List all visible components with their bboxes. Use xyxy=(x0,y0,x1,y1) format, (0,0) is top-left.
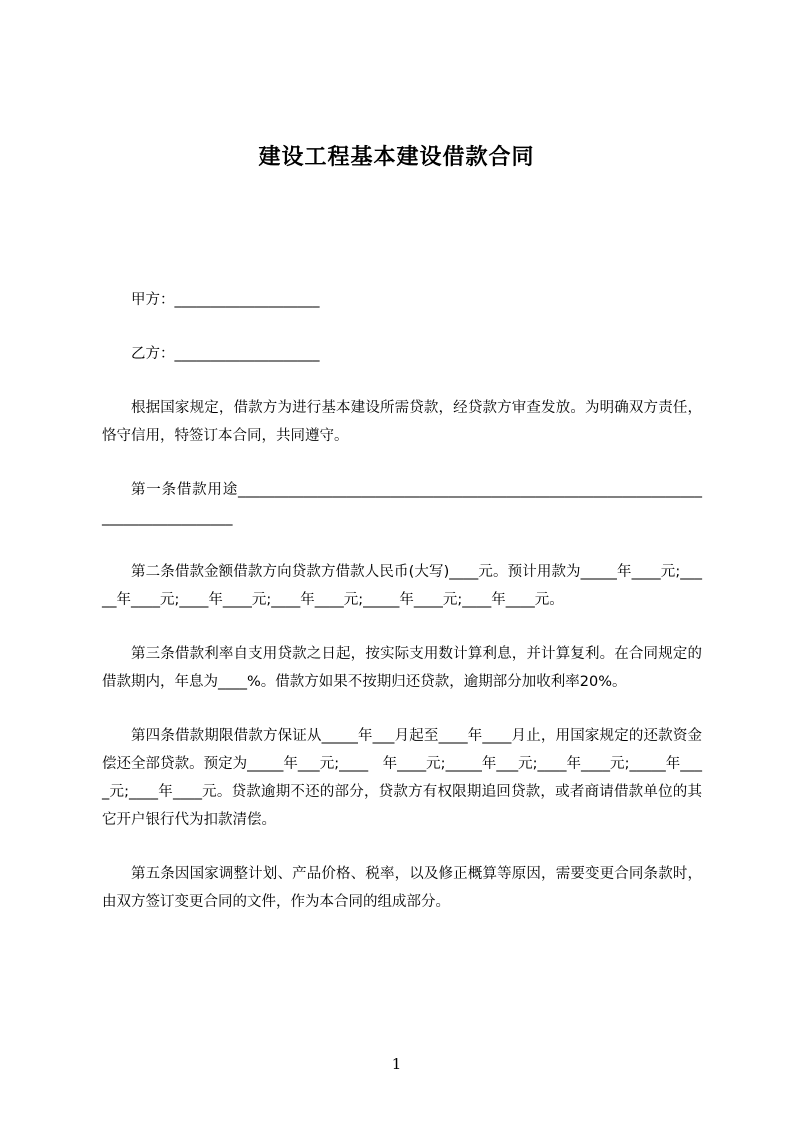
article-1-purpose: 第一条借款用途__________________________________________________________________________________ xyxy=(102,482,702,526)
article-2-amount: 第二条借款金额借款方向贷款方借款人民币(大写)____元。预计用款为_____年____元;_____年____元;____年____元;____年____元;_____年____元;____年____元。 xyxy=(102,564,702,608)
page-number: 1 xyxy=(391,1055,402,1073)
document-title: 建设工程基本建设借款合同 xyxy=(258,145,535,170)
article-4-term: 第四条借款期限借款方保证从_____年___月起至____年____月止，用国家规定的还款资金偿还全部贷款。预定为_____年___元;____ 年____元;_____年___元;____年____元;_____年____元;____年____元。贷款逾期不还的部分，贷款方有权限期追回贷款，或者商请借款单位的其它开户银行代为扣款清偿。 xyxy=(102,728,702,828)
preamble-paragraph: 根据国家规定，借款方为进行基本建设所需贷款，经贷款方审查发放。为明确双方责任，恪守信用，特签订本合同，共同遵守。 xyxy=(102,400,702,444)
contract-body xyxy=(102,286,702,942)
article-3-interest-rate: 第三条借款利率自支用贷款之日起，按实际支用数计算利息，并计算复利。在合同规定的借款期内，年息为____%。借款方如果不按期归还贷款，逾期部分加收利率20%。 xyxy=(102,646,702,690)
party-b-line: 乙方：____________________ xyxy=(131,346,320,362)
article-5-changes: 第五条因国家调整计划、产品价格、税率，以及修正概算等原因，需要变更合同条款时，由双方签订变更合同的文件，作为本合同的组成部分。 xyxy=(102,866,702,910)
party-a-line: 甲方：____________________ xyxy=(131,292,320,308)
